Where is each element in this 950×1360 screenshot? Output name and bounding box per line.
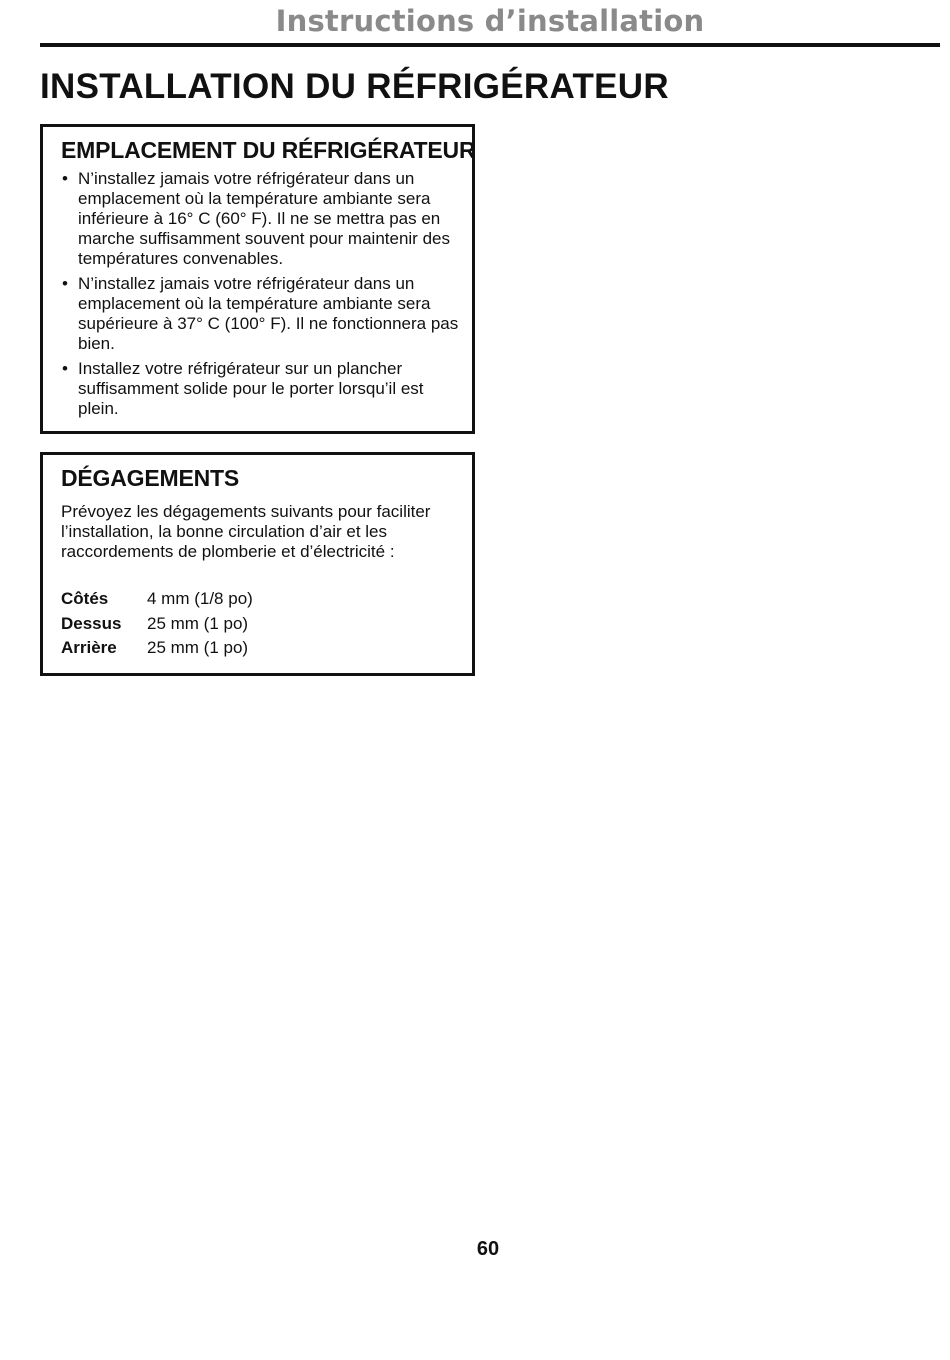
list-item xyxy=(61,359,461,419)
clearance-intro: Prévoyez les dégagements suivants pour faciliter l’installation, la bonne circulation d’air et les raccordements de plomberie et d’électricité : xyxy=(61,502,431,561)
clearance-value: 4 mm (1/8 po) xyxy=(147,589,253,608)
list-item xyxy=(61,169,461,269)
clearance-value: 25 mm (1 po) xyxy=(147,613,249,633)
clearance-table xyxy=(61,587,253,661)
clearance-value: 25 mm (1 po) xyxy=(147,638,249,657)
table-row xyxy=(61,612,253,637)
bullet-icon: • xyxy=(62,169,68,188)
clearance-label: Arrière xyxy=(61,638,117,657)
clearance-box-title: DÉGAGEMENTS xyxy=(61,465,239,491)
location-box xyxy=(40,124,475,434)
page-number: 60 xyxy=(476,1238,500,1260)
page-header-title: Instructions d’installation xyxy=(275,4,705,38)
table-row xyxy=(61,636,253,661)
header-divider xyxy=(40,43,940,47)
clearance-label: Dessus xyxy=(61,613,122,633)
section-title: INSTALLATION DU RÉFRIGÉRATEUR xyxy=(40,67,669,106)
bullet-text: N’installez jamais votre réfrigérateur dans un emplacement où la température ambiante sera inférieure à 16° C (60° F). Il ne se mettra pas en marche suffisamment souvent pour maintenir des températures convenables. xyxy=(78,169,450,268)
location-box-title: EMPLACEMENT DU RÉFRIGÉRATEUR xyxy=(61,137,476,163)
location-bullet-list xyxy=(61,169,461,424)
clearance-box xyxy=(40,452,475,676)
list-item xyxy=(61,274,461,354)
bullet-icon: • xyxy=(62,359,68,378)
bullet-icon: • xyxy=(62,274,68,293)
table-row xyxy=(61,587,253,612)
bullet-text: N’installez jamais votre réfrigérateur dans un emplacement où la température ambiante sera supérieure à 37° C (100° F). Il ne fonctionnera pas bien. xyxy=(78,274,459,353)
bullet-text: Installez votre réfrigérateur sur un plancher suffisamment solide pour le porter lorsqu’il est plein. xyxy=(78,359,424,418)
clearance-label: Côtés xyxy=(61,589,109,608)
